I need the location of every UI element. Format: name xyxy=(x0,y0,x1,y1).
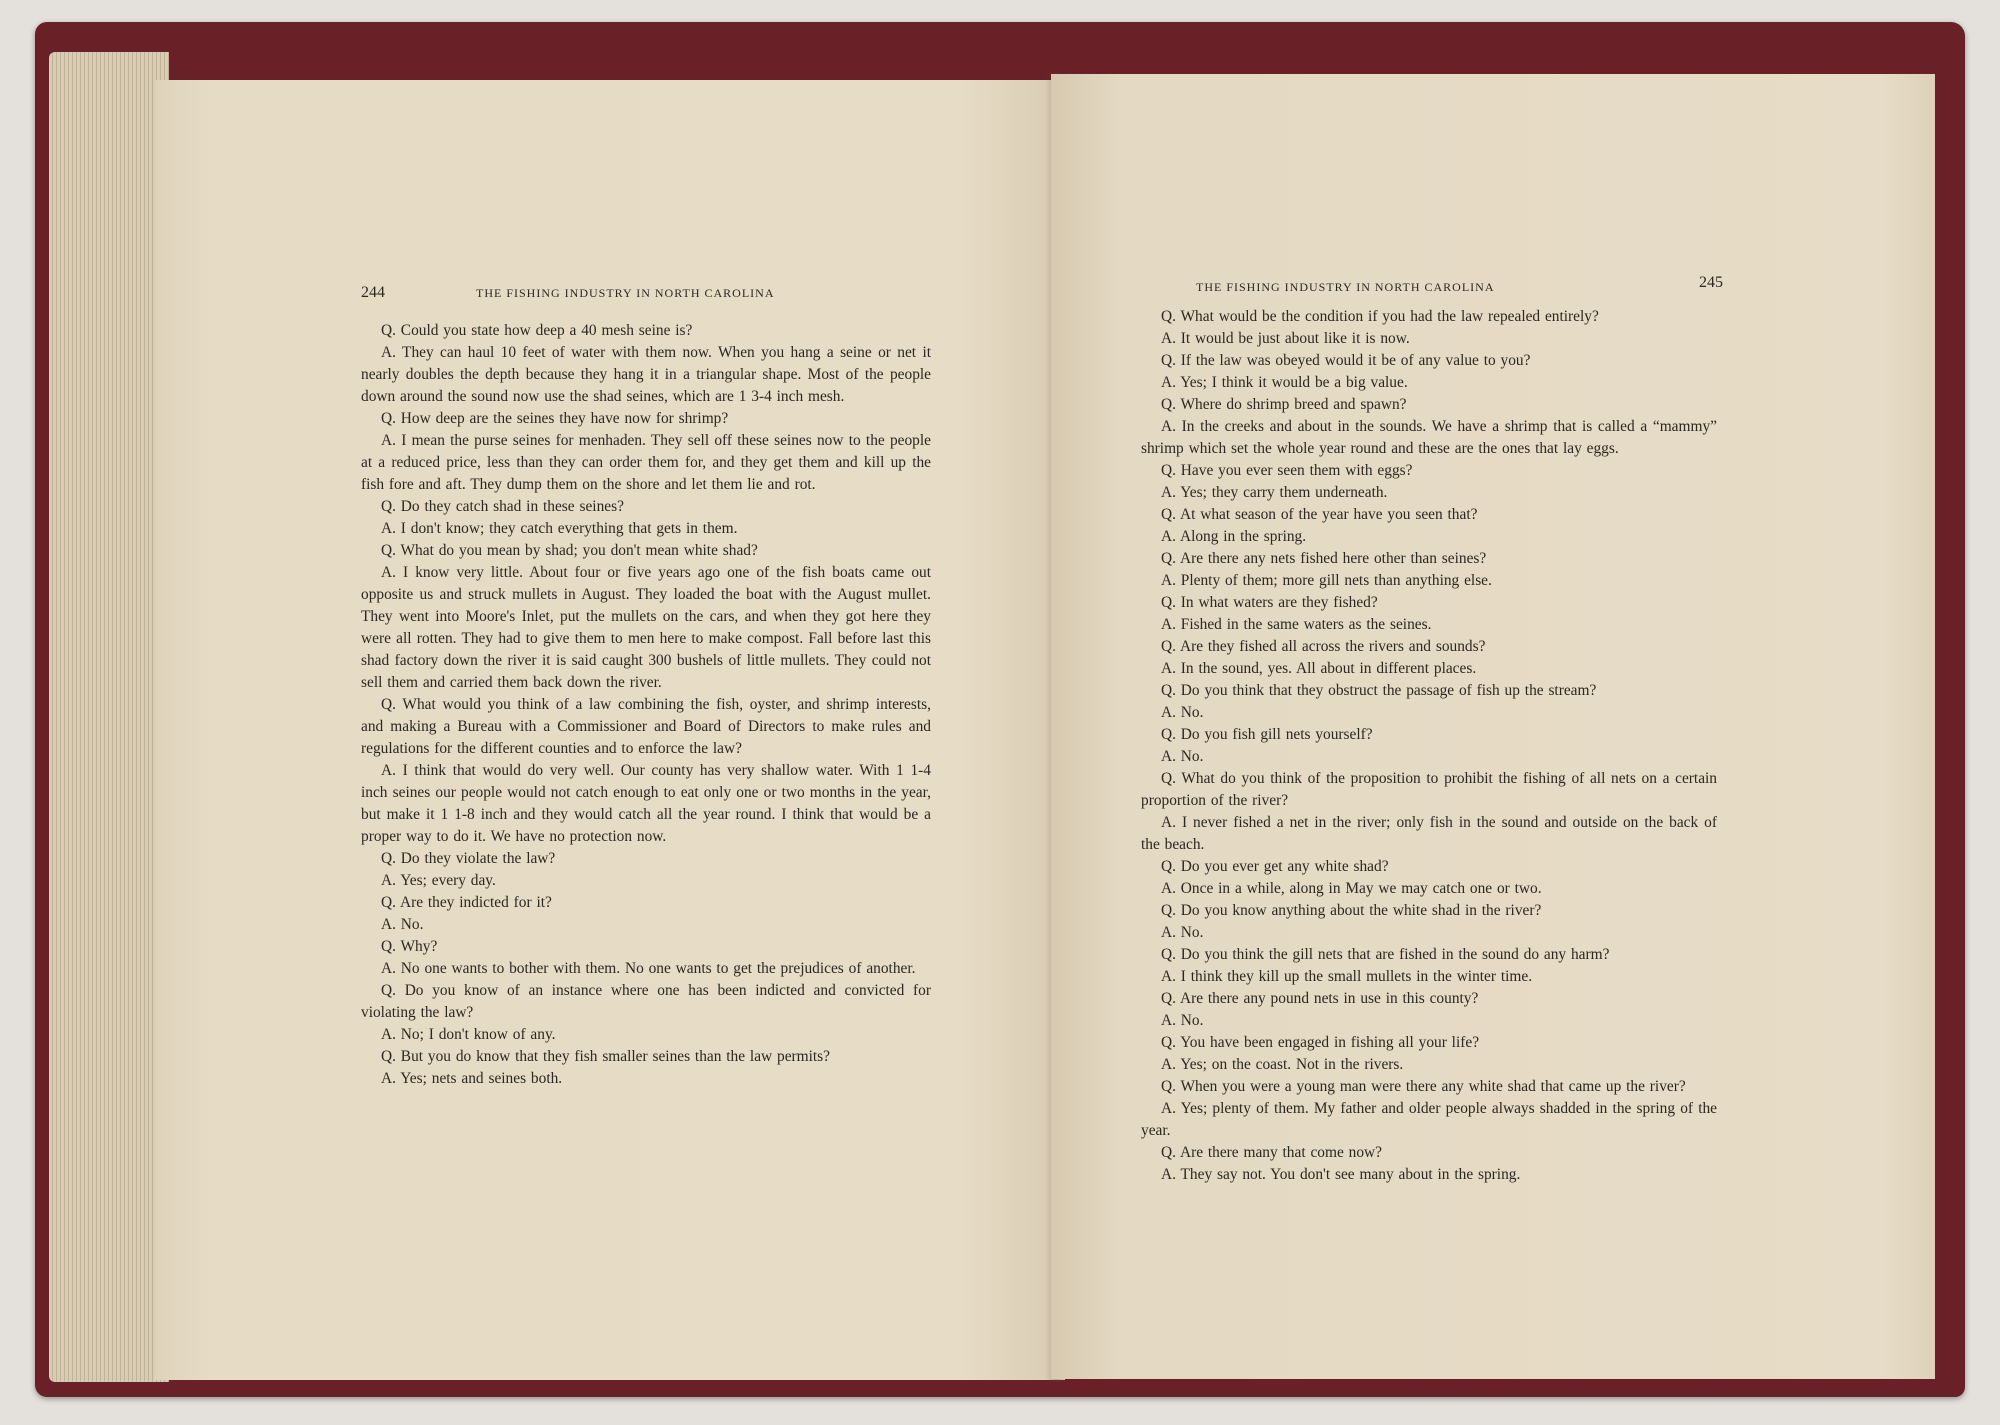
left-page xyxy=(155,80,1065,1380)
paragraph: Q. Are they indicted for it? xyxy=(381,894,552,911)
paragraph: Q. What would be the condition if you had the law repealed entirely? xyxy=(1161,308,1599,325)
paragraph: Q. Are there any nets fished here other than seines? xyxy=(1161,550,1487,567)
paragraph: A. I think they kill up the small mullets in the winter time. xyxy=(1161,968,1533,985)
paragraph: A. Yes; plenty of them. My father and older people always shadded in the spring of the year. xyxy=(1141,1100,1717,1139)
paragraph: Q. Do they violate the law? xyxy=(381,850,556,867)
open-book xyxy=(35,22,1965,1397)
right-body-text xyxy=(1141,306,1717,1186)
paragraph: Q. Where do shrimp breed and spawn? xyxy=(1161,396,1407,413)
paragraph: A. Yes; I think it would be a big value. xyxy=(1161,374,1408,391)
paragraph: A. I know very little. About four or five years ago one of the fish boats came out opposite us and struck mullets in August. They loaded the boat with the August mullet. They went into Moore's Inlet, put the mullets on the cars, and when they got here they were all rotten. They had to give them to men here to make compost. Fall before last this shad factory down the river it is said caught 300 bushels of little mullets. They could not sell them and carried them back down the river. xyxy=(361,564,931,691)
paragraph: Q. Do you think that they obstruct the passage of fish up the stream? xyxy=(1161,682,1597,699)
paragraph: A. They say not. You don't see many about in the spring. xyxy=(1161,1166,1521,1183)
paragraph: Q. Do you know anything about the white shad in the river? xyxy=(1161,902,1542,919)
paragraph: A. They can haul 10 feet of water with them now. When you hang a seine or net it nearly doubles the depth because they hang it in a triangular shape. Most of the people down around the sound now use the shad seines, which are 1 3-4 inch mesh. xyxy=(361,344,931,405)
paragraph: Q. Do they catch shad in these seines? xyxy=(381,498,624,515)
left-page-number: 244 xyxy=(361,284,385,301)
paragraph: A. I mean the purse seines for menhaden. They sell off these seines now to the people at a reduced price, less than they can order them for, and they get them and kill up the fish fore and aft. They dump them on the shore and let them lie and rot. xyxy=(361,432,931,493)
right-page xyxy=(1051,74,1935,1379)
paragraph: A. No. xyxy=(1161,1012,1204,1029)
paragraph: A. In the sound, yes. All about in different places. xyxy=(1161,660,1477,677)
paragraph: Q. In what waters are they fished? xyxy=(1161,594,1378,611)
paragraph: Q. Do you know of an instance where one has been indicted and convicted for violating the law? xyxy=(361,982,931,1021)
paragraph: A. No. xyxy=(1161,748,1204,765)
paragraph: A. Plenty of them; more gill nets than anything else. xyxy=(1161,572,1492,589)
paragraph: Q. Have you ever seen them with eggs? xyxy=(1161,462,1413,479)
paragraph: Q. At what season of the year have you seen that? xyxy=(1161,506,1478,523)
paragraph: A. No. xyxy=(1161,924,1204,941)
paragraph: A. Yes; they carry them underneath. xyxy=(1161,484,1388,501)
paragraph: A. I don't know; they catch everything that gets in them. xyxy=(381,520,738,537)
right-running-title: THE FISHING INDUSTRY IN NORTH CAROLINA xyxy=(1196,280,1495,294)
paragraph: Q. How deep are the seines they have now for shrimp? xyxy=(381,410,729,427)
paragraph: A. No; I don't know of any. xyxy=(381,1026,556,1043)
paragraph: Q. What would you think of a law combining the fish, oyster, and shrimp interests, and making a Bureau with a Commissioner and Board of Directors to make rules and regulations for the different counties and to enforce the law? xyxy=(361,696,931,757)
paragraph: A. Yes; every day. xyxy=(381,872,496,889)
paragraph: Q. If the law was obeyed would it be of any value to you? xyxy=(1161,352,1531,369)
paragraph: A. It would be just about like it is now. xyxy=(1161,330,1410,347)
paragraph: Q. Are there any pound nets in use in this county? xyxy=(1161,990,1479,1007)
paragraph: A. No. xyxy=(381,916,424,933)
right-page-number: 245 xyxy=(1699,274,1723,291)
right-running-head xyxy=(1151,274,1723,298)
paragraph: Q. Do you ever get any white shad? xyxy=(1161,858,1389,875)
paragraph: Q. Are there many that come now? xyxy=(1161,1144,1382,1161)
paragraph: Q. Do you fish gill nets yourself? xyxy=(1161,726,1373,743)
paragraph: A. Fished in the same waters as the seines. xyxy=(1161,616,1432,633)
paragraph: A. I think that would do very well. Our county has very shallow water. With 1 1-4 inch seines our people would not catch enough to eat only one or two months in the year, but make it 1 1-8 inch and they would catch all the year round. I think that would be a proper way to do it. We have no protection now. xyxy=(361,762,931,845)
page-edges xyxy=(49,52,169,1382)
paragraph: A. Along in the spring. xyxy=(1161,528,1307,545)
paragraph: A. Yes; nets and seines both. xyxy=(381,1070,563,1087)
paragraph: Q. What do you mean by shad; you don't mean white shad? xyxy=(381,542,758,559)
paragraph: Q. When you were a young man were there any white shad that came up the river? xyxy=(1161,1078,1686,1095)
paragraph: Q. Do you think the gill nets that are fished in the sound do any harm? xyxy=(1161,946,1610,963)
paragraph: Q. Could you state how deep a 40 mesh seine is? xyxy=(381,322,693,339)
paragraph: A. Once in a while, along in May we may catch one or two. xyxy=(1161,880,1542,897)
paragraph: Q. Are they fished all across the rivers and sounds? xyxy=(1161,638,1486,655)
paragraph: Q. Why? xyxy=(381,938,438,955)
paragraph: A. No. xyxy=(1161,704,1204,721)
left-running-title: THE FISHING INDUSTRY IN NORTH CAROLINA xyxy=(476,286,775,300)
paragraph: A. I never fished a net in the river; only fish in the sound and outside on the back of the beach. xyxy=(1141,814,1717,853)
paragraph: A. Yes; on the coast. Not in the rivers. xyxy=(1161,1056,1404,1073)
paragraph: Q. But you do know that they fish smaller seines than the law permits? xyxy=(381,1048,830,1065)
paragraph: A. No one wants to bother with them. No one wants to get the prejudices of another. xyxy=(381,960,916,977)
paragraph: Q. What do you think of the proposition to prohibit the fishing of all nets on a certain proportion of the river? xyxy=(1141,770,1717,809)
paragraph: A. In the creeks and about in the sounds. We have a shrimp that is called a “mammy” shrimp which set the whole year round and these are the ones that lay eggs. xyxy=(1141,418,1717,457)
paragraph: Q. You have been engaged in fishing all your life? xyxy=(1161,1034,1480,1051)
left-running-head xyxy=(361,284,951,304)
left-body-text xyxy=(361,320,931,1090)
